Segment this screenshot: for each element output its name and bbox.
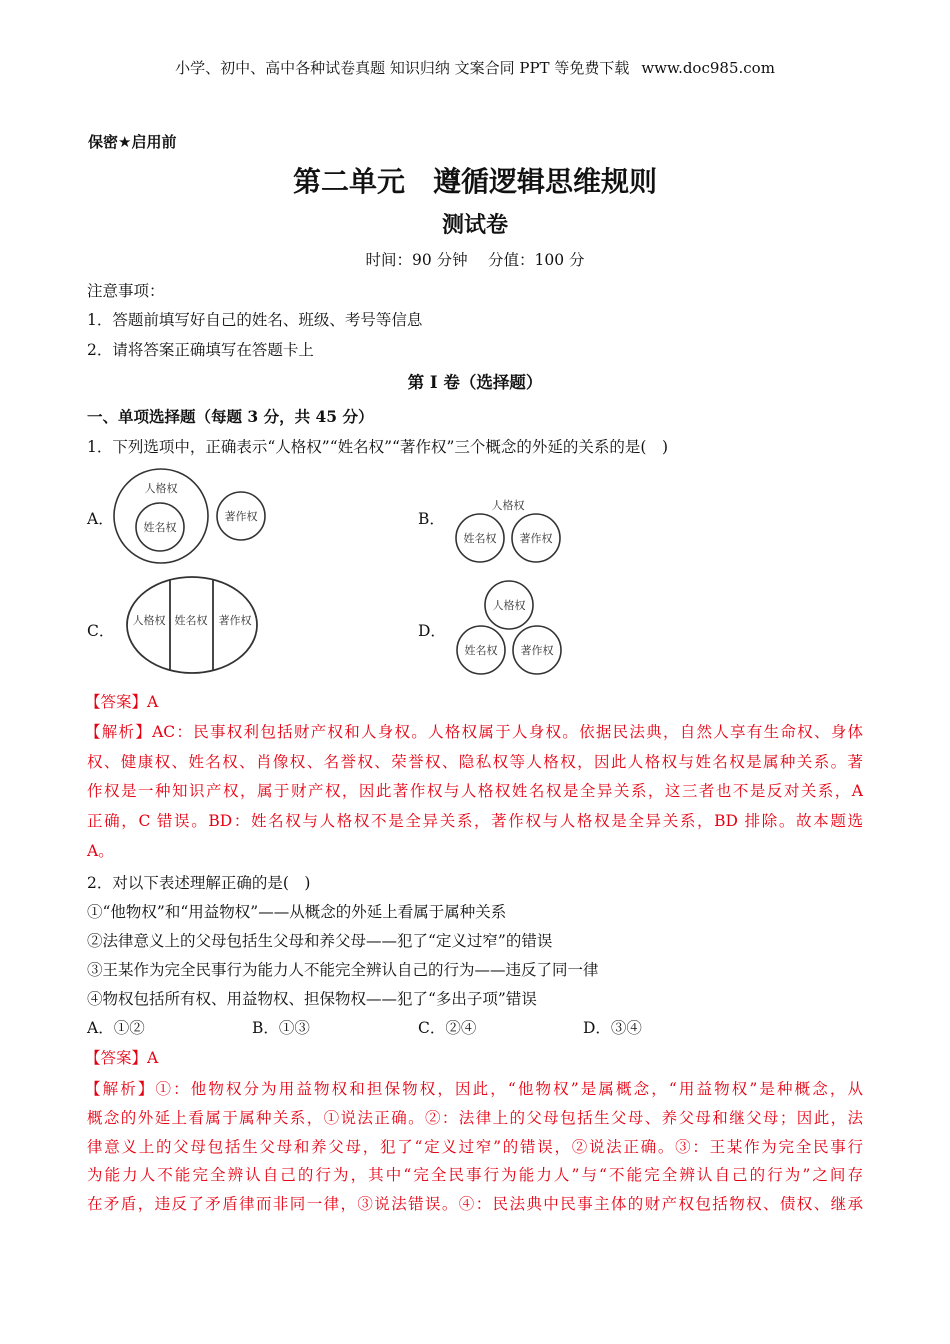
q1-analysis-line: 权、健康权、姓名权、肖像权、名誉权、荣誉权、隐私权等人格权，因此人格权与姓名权是属种关系。著 [87, 753, 863, 771]
notes-heading: 注意事项： [87, 282, 165, 300]
diagram-a-label: 姓名权 [143, 521, 177, 534]
section-heading: 一、单项选择题（每题 3 分，共 45 分） [87, 407, 374, 426]
subtitle: 测试卷 [441, 213, 508, 238]
q2-item: ④物权包括所有权、用益物权、担保物权——犯了“多出子项”错误 [87, 990, 537, 1008]
q2-analysis-line: 【解析】①：他物权分为用益物权和担保物权，因此，“他物权”是属概念，“用益物权”是种概念，从 [85, 1080, 863, 1098]
q2-analysis-line: 概念的外延上看属于属种关系，①说法正确。②：法律上的父母包括生父母、养父母和继父母；因此，法 [87, 1109, 863, 1127]
q2-option-b: B．①③ [252, 1019, 310, 1037]
diagram-d [457, 581, 561, 674]
secret-label: 保密★启用前 [88, 133, 177, 151]
q2-stem: 2．对以下表述理解正确的是( ) [87, 874, 311, 892]
diagram-d-label: 人格权 [492, 599, 526, 612]
header-url: www.doc985.com [641, 59, 775, 77]
note-item: 2．请将答案正确填写在答题卡上 [87, 341, 314, 359]
q2-answer: 【答案】A [85, 1049, 159, 1067]
diagram-c-label: 著作权 [218, 614, 252, 627]
diagram-c-label: 人格权 [132, 614, 166, 627]
diagram-b-label: 著作权 [519, 532, 553, 545]
q2-item: ③王某作为完全民事行为能力人不能完全辨认自己的行为——违反了同一律 [87, 961, 599, 979]
q2-option-a: A．①② [87, 1019, 145, 1037]
q1-option-c-label: C． [87, 622, 115, 640]
q2-analysis-line: 在矛盾，违反了矛盾律而非同一律，③说法错误。④：民法典中民事主体的财产权包括物权、债权、继承 [87, 1195, 863, 1213]
diagram-a-label: 著作权 [224, 510, 258, 523]
q2-analysis-line: 为能力人不能完全辨认自己的行为，其中“完全民事行为能力人”与“不能完全辨认自己的行为”之间存 [87, 1166, 863, 1184]
exam-meta: 时间：90 分钟 分值：100 分 [365, 251, 585, 269]
title-part2: 遵循逻辑思维规则 [433, 165, 658, 198]
q1-answer: 【答案】A [85, 693, 159, 711]
diagram-c-label: 姓名权 [174, 614, 208, 627]
diagram-a-label: 人格权 [144, 482, 178, 495]
q1-option-a-label: A． [87, 510, 114, 528]
q1-analysis-line: 作权是一种知识产权，属于财产权，因此著作权与人格权姓名权是全异关系，这三者也不是反对关系，A [87, 782, 863, 800]
q1-analysis-line: A。 [87, 842, 114, 860]
q2-analysis-line: 律意义上的父母包括生父母和养父母，犯了“定义过窄”的错误，②说法正确。③：王某作为完全民事行 [87, 1138, 863, 1156]
q1-stem: 1．下列选项中，正确表示“人格权”“姓名权”“著作权”三个概念的外延的关系的是( ) [87, 438, 669, 456]
volume-heading: 第 I 卷（选择题） [407, 373, 543, 392]
q2-item: ②法律意义上的父母包括生父母和养父母——犯了“定义过窄”的错误 [87, 932, 553, 950]
title-part1: 第二单元 [292, 165, 405, 198]
q1-analysis-line: 【解析】AC：民事权利包括财产权和人身权。人格权属于人身权。依据民法典，自然人享有生命权、身体 [85, 723, 863, 741]
q1-analysis-line: 正确，C 错误。BD：姓名权与人格权不是全异关系，著作权与人格权是全异关系，BD 排除。故本题选 [87, 812, 863, 830]
q2-option-d: D．③④ [583, 1019, 642, 1037]
diagram-b-label: 姓名权 [463, 532, 497, 545]
note-item: 1．答题前填写好自己的姓名、班级、考号等信息 [87, 311, 423, 329]
header-text: 小学、初中、高中各种试卷真题 知识归纳 文案合同 PPT 等免费下载 [175, 59, 630, 77]
q1-option-d-label: D． [418, 622, 446, 640]
diagram-d-label: 著作权 [520, 644, 554, 657]
q1-option-b-label: B． [418, 510, 445, 528]
q2-option-c: C．②④ [418, 1019, 477, 1037]
diagram-d-label: 姓名权 [464, 644, 498, 657]
q2-item: ①“他物权”和“用益物权”——从概念的外延上看属于属种关系 [87, 903, 507, 921]
diagram-b-label: 人格权 [491, 499, 525, 512]
